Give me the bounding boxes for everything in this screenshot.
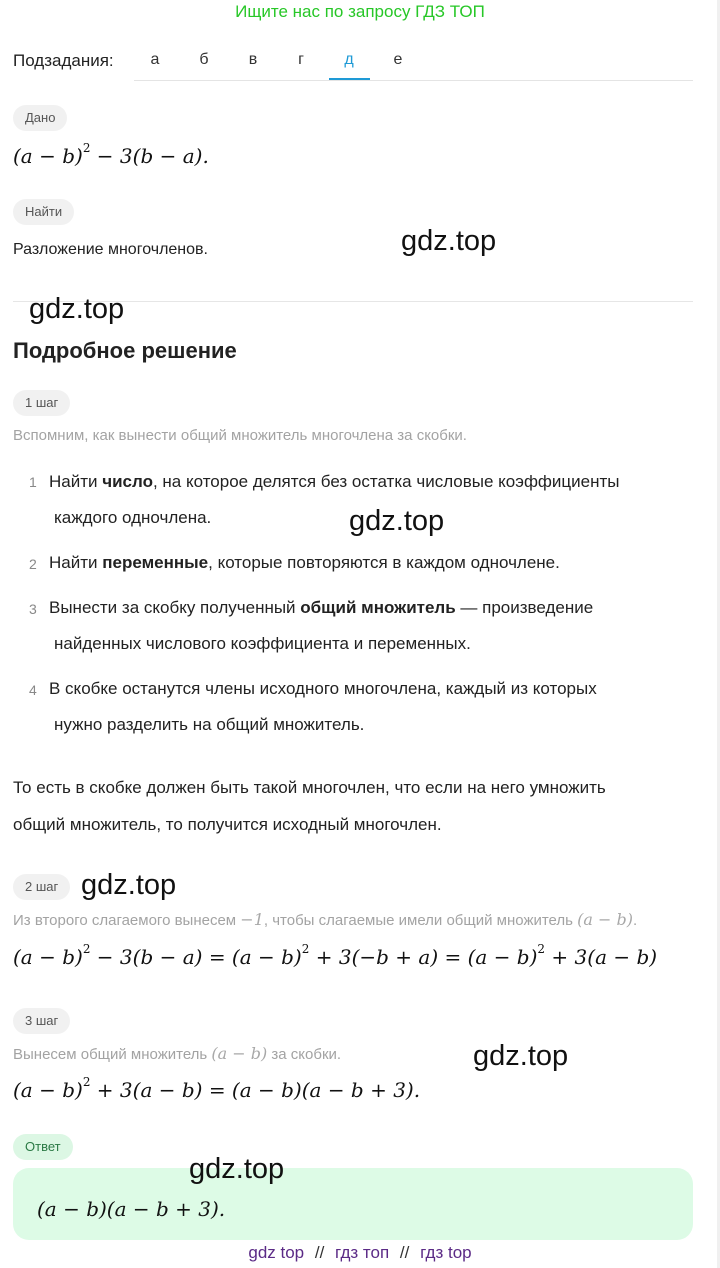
footer-separator: // xyxy=(314,1243,325,1262)
watermark: gdz.top xyxy=(349,505,445,537)
watermark: gdz.top xyxy=(81,869,177,901)
paragraph-line: общий множитель, то получится исходный многочлен. xyxy=(13,815,442,834)
expr-part: − 3(b − a) = (a − b) xyxy=(90,945,302,969)
step2-pill: 2 шаг xyxy=(13,874,70,900)
hint-math: (a − b) xyxy=(577,910,633,929)
tab-b[interactable]: б xyxy=(199,51,209,68)
subtasks-label: Подзадания: xyxy=(13,51,114,70)
answer-pill: Ответ xyxy=(13,1134,73,1160)
answer-pill-wrap xyxy=(13,1134,73,1160)
given-expr-part1: (a − b) xyxy=(13,144,83,168)
paragraph-line: То есть в скобке должен быть такой многочлен, что если на него умножить xyxy=(13,778,606,797)
hint-text: . xyxy=(632,912,638,929)
step2-hint xyxy=(13,910,637,929)
expr-part: + 3(a − b) = (a − b)(a − b + 3). xyxy=(90,1078,421,1102)
list-item-line2: найденных числового коэффициента и переменных. xyxy=(54,634,471,653)
top-banner: Ищите нас по запросу ГДЗ ТОП xyxy=(235,2,485,21)
hint-text: Из второго слагаемого вынесем xyxy=(13,912,241,929)
hint-math: (a − b) xyxy=(211,1044,268,1063)
step2-pill-wrap xyxy=(13,874,70,900)
solution-title: Подробное решение xyxy=(13,338,237,363)
expr-part: (a − b) xyxy=(13,945,83,969)
expr-exponent: 2 xyxy=(82,1075,91,1090)
list-item-text: — произведение xyxy=(455,598,594,617)
hint-text: Вынесем общий множитель xyxy=(13,1046,212,1063)
given-expr-exponent: 2 xyxy=(82,141,91,156)
list-item xyxy=(49,545,560,581)
watermark: gdz.top xyxy=(473,1040,569,1072)
given-pill: Дано xyxy=(13,105,67,131)
expr-part: + 3(a − b) xyxy=(545,945,658,969)
active-tab-indicator xyxy=(329,78,370,80)
answer-expression: (a − b)(a − b + 3). xyxy=(37,1197,226,1221)
step1-pill: 1 шаг xyxy=(13,390,70,416)
tab-v[interactable]: в xyxy=(248,51,258,68)
given-expr-part2: − 3(b − a). xyxy=(90,144,209,168)
expr-exponent: 2 xyxy=(537,942,546,957)
list-item-line2: каждого одночлена. xyxy=(54,508,212,527)
list-item-text: Найти xyxy=(49,472,103,491)
find-text: Разложение многочленов. xyxy=(13,241,208,258)
footer-link[interactable]: гдз топ xyxy=(335,1243,390,1262)
list-number: 3 xyxy=(29,601,37,617)
list-item: В скобке останутся члены исходного многочлена, каждый из которых xyxy=(49,679,597,698)
step1-hint: Вспомним, как вынести общий множитель многочлена за скобки. xyxy=(13,427,467,444)
list-number: 2 xyxy=(29,556,37,572)
tab-g[interactable]: г xyxy=(298,51,304,68)
step3-pill: 3 шаг xyxy=(13,1008,70,1034)
list-item-bold: число xyxy=(102,472,153,491)
given-expression xyxy=(13,141,209,168)
watermark: gdz.top xyxy=(29,293,125,325)
list-item-text: , на которое делятся без остатка числовые коэффициенты xyxy=(152,472,620,491)
list-item-bold: переменные xyxy=(102,553,209,572)
step2-expression xyxy=(13,942,658,969)
given-pill-wrap xyxy=(13,105,67,131)
step3-expression xyxy=(13,1075,421,1102)
expr-exponent: 2 xyxy=(301,942,310,957)
step1-pill-wrap xyxy=(13,390,70,416)
tab-e[interactable]: е xyxy=(393,51,403,68)
expr-part: (a − b) xyxy=(13,1078,83,1102)
hint-math: −1 xyxy=(240,910,264,929)
hint-text: , чтобы слагаемые имели общий множитель xyxy=(263,912,578,929)
tab-d-active[interactable]: д xyxy=(344,51,354,68)
list-number: 4 xyxy=(29,682,37,698)
footer-links xyxy=(0,1243,720,1263)
find-pill: Найти xyxy=(13,199,74,225)
list-number: 1 xyxy=(29,474,37,490)
expr-exponent: 2 xyxy=(82,942,91,957)
footer-link[interactable]: гдз top xyxy=(420,1243,472,1262)
step3-hint xyxy=(13,1044,341,1063)
list-item-text: Вынести за скобку полученный xyxy=(49,598,301,617)
tab-a[interactable]: а xyxy=(150,51,160,68)
tabs-divider xyxy=(134,80,693,81)
list-item-text: Найти xyxy=(49,553,103,572)
list-item-text: , которые повторяются в каждом одночлене. xyxy=(208,553,560,572)
watermark: gdz.top xyxy=(401,225,497,257)
hint-text: за скобки. xyxy=(267,1046,342,1063)
list-item xyxy=(49,464,620,500)
step3-pill-wrap xyxy=(13,1008,70,1034)
expr-part: + 3(−b + a) = (a − b) xyxy=(309,945,538,969)
list-item-line2: нужно разделить на общий множитель. xyxy=(54,715,365,734)
footer-link[interactable]: gdz top xyxy=(248,1243,305,1262)
list-item-bold: общий множитель xyxy=(300,598,456,617)
find-pill-wrap xyxy=(13,199,74,225)
list-item xyxy=(49,590,593,626)
footer-separator: // xyxy=(399,1243,410,1262)
watermark: gdz.top xyxy=(189,1153,285,1185)
